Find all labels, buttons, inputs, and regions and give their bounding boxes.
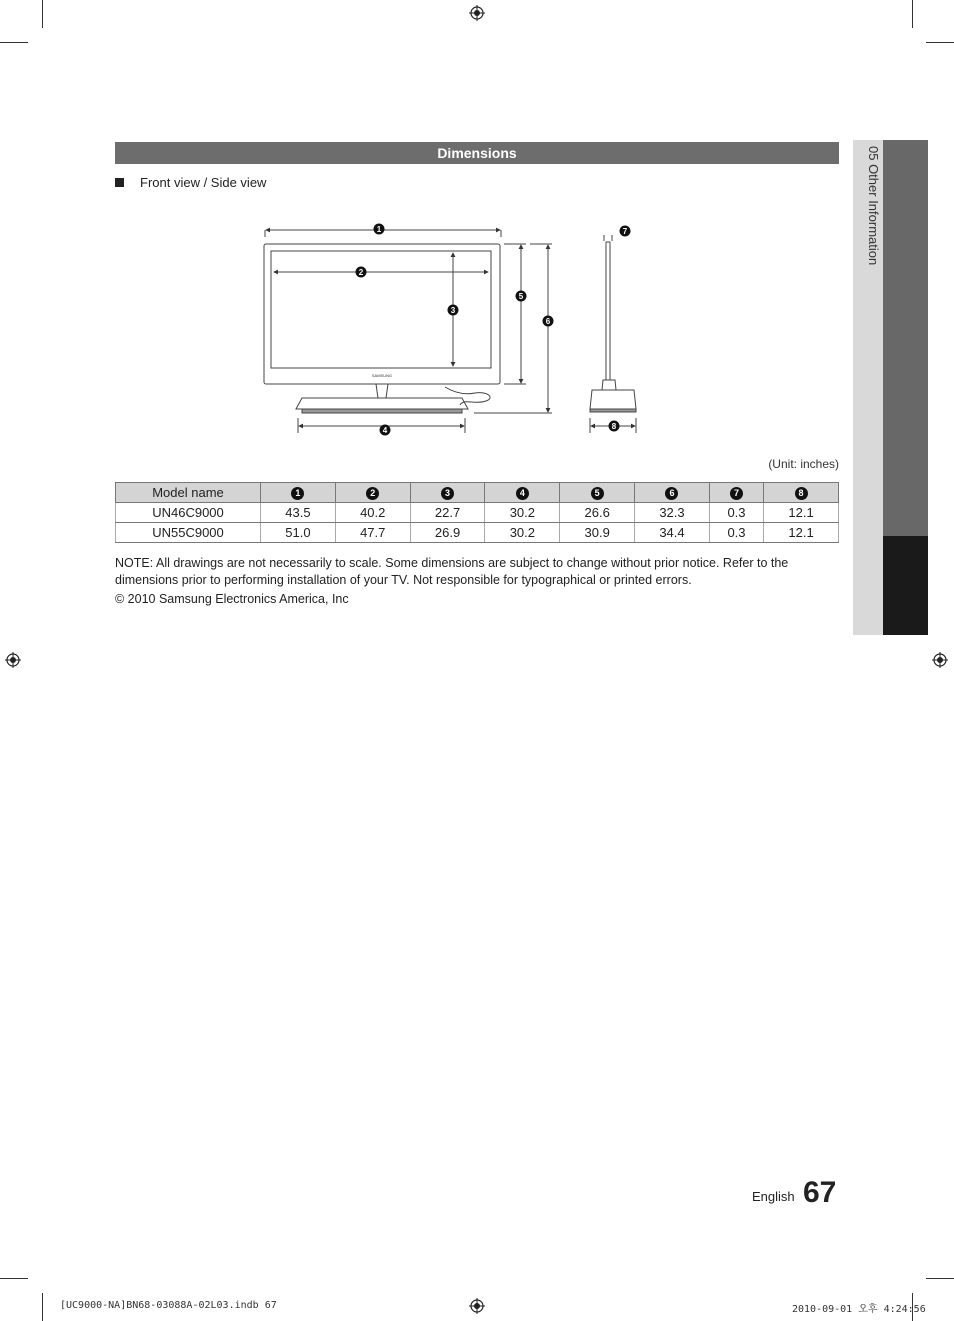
crop-mark bbox=[42, 1293, 43, 1321]
bullet-text: Front view / Side view bbox=[140, 175, 267, 190]
callout-3 bbox=[448, 305, 459, 316]
side-tab-chapter-strip bbox=[883, 140, 928, 536]
table-cell: 22.7 bbox=[410, 503, 485, 523]
callout-5 bbox=[516, 291, 527, 302]
svg-text:5: 5 bbox=[518, 292, 524, 301]
column-header: 2 bbox=[335, 483, 410, 503]
callout-4 bbox=[380, 425, 391, 436]
crop-mark bbox=[912, 0, 913, 28]
column-header-model: Model name bbox=[116, 483, 261, 503]
callout-6 bbox=[543, 316, 554, 327]
table-header-row bbox=[116, 483, 839, 503]
callout-1 bbox=[374, 224, 385, 235]
front-view bbox=[264, 230, 552, 433]
column-header: 1 bbox=[261, 483, 336, 503]
svg-text:6: 6 bbox=[545, 317, 551, 326]
brand-logo-text: SAMSUNG bbox=[371, 373, 393, 378]
registration-mark-icon bbox=[469, 5, 485, 21]
crop-mark bbox=[926, 1278, 954, 1279]
table-row bbox=[116, 523, 839, 543]
column-header: 3 bbox=[410, 483, 485, 503]
callout-7 bbox=[620, 226, 631, 237]
table-cell: 26.9 bbox=[410, 523, 485, 543]
table-cell: 0.3 bbox=[709, 503, 763, 523]
table-cell: 40.2 bbox=[335, 503, 410, 523]
svg-text:2: 2 bbox=[358, 268, 364, 277]
note-block bbox=[115, 555, 839, 608]
table-cell: 12.1 bbox=[764, 503, 839, 523]
svg-text:7: 7 bbox=[622, 227, 628, 236]
print-slug-left: [UC9000-NA]BN68-03088A-02L03.indb 67 bbox=[60, 1300, 277, 1311]
side-tab-label: 05 Other Information bbox=[866, 146, 881, 266]
note-text: NOTE: All drawings are not necessarily to scale. Some dimensions are subject to change without prior notice. Refer to the dimensions prior to performing installation of your TV. Not responsible for typographical or printed errors. bbox=[115, 556, 789, 587]
svg-text:1: 1 bbox=[376, 225, 382, 234]
svg-text:8: 8 bbox=[611, 422, 617, 431]
svg-text:3: 3 bbox=[450, 306, 456, 315]
dimension-diagram bbox=[250, 215, 650, 440]
callout-8 bbox=[609, 421, 620, 432]
table-cell: 0.3 bbox=[709, 523, 763, 543]
svg-text:4: 4 bbox=[382, 426, 388, 435]
table-cell: 12.1 bbox=[764, 523, 839, 543]
page-number: 67 bbox=[803, 1176, 837, 1209]
table-cell: 34.4 bbox=[635, 523, 710, 543]
section-title: Dimensions bbox=[115, 142, 839, 164]
table-cell: 51.0 bbox=[261, 523, 336, 543]
table-row bbox=[116, 503, 839, 523]
side-view bbox=[590, 235, 636, 433]
table-cell: UN55C9000 bbox=[116, 523, 261, 543]
column-header: 8 bbox=[764, 483, 839, 503]
table-cell: 47.7 bbox=[335, 523, 410, 543]
column-header: 7 bbox=[709, 483, 763, 503]
callout-2 bbox=[356, 267, 367, 278]
footer-language: English bbox=[752, 1189, 795, 1204]
table-cell: 32.3 bbox=[635, 503, 710, 523]
crop-mark bbox=[926, 42, 954, 43]
crop-mark bbox=[42, 0, 43, 28]
unit-note: (Unit: inches) bbox=[768, 457, 839, 471]
registration-mark-icon bbox=[5, 652, 21, 668]
column-header: 4 bbox=[485, 483, 560, 503]
dimensions-table bbox=[115, 482, 839, 543]
column-header: 6 bbox=[635, 483, 710, 503]
crop-mark bbox=[0, 42, 28, 43]
square-bullet-icon bbox=[115, 178, 124, 187]
registration-mark-icon bbox=[469, 1298, 485, 1314]
table-cell: 30.2 bbox=[485, 523, 560, 543]
table-cell: 30.2 bbox=[485, 503, 560, 523]
print-slug-right: 2010-09-01 오후 4:24:56 bbox=[792, 1304, 926, 1315]
side-tab-current-marker bbox=[883, 536, 928, 635]
table-cell: 30.9 bbox=[560, 523, 635, 543]
registration-mark-icon bbox=[932, 652, 948, 668]
bullet-item bbox=[115, 175, 266, 190]
table-cell: 43.5 bbox=[261, 503, 336, 523]
copyright-text: © 2010 Samsung Electronics America, Inc bbox=[115, 592, 349, 606]
crop-mark bbox=[0, 1278, 28, 1279]
table-cell: 26.6 bbox=[560, 503, 635, 523]
table-cell: UN46C9000 bbox=[116, 503, 261, 523]
column-header: 5 bbox=[560, 483, 635, 503]
